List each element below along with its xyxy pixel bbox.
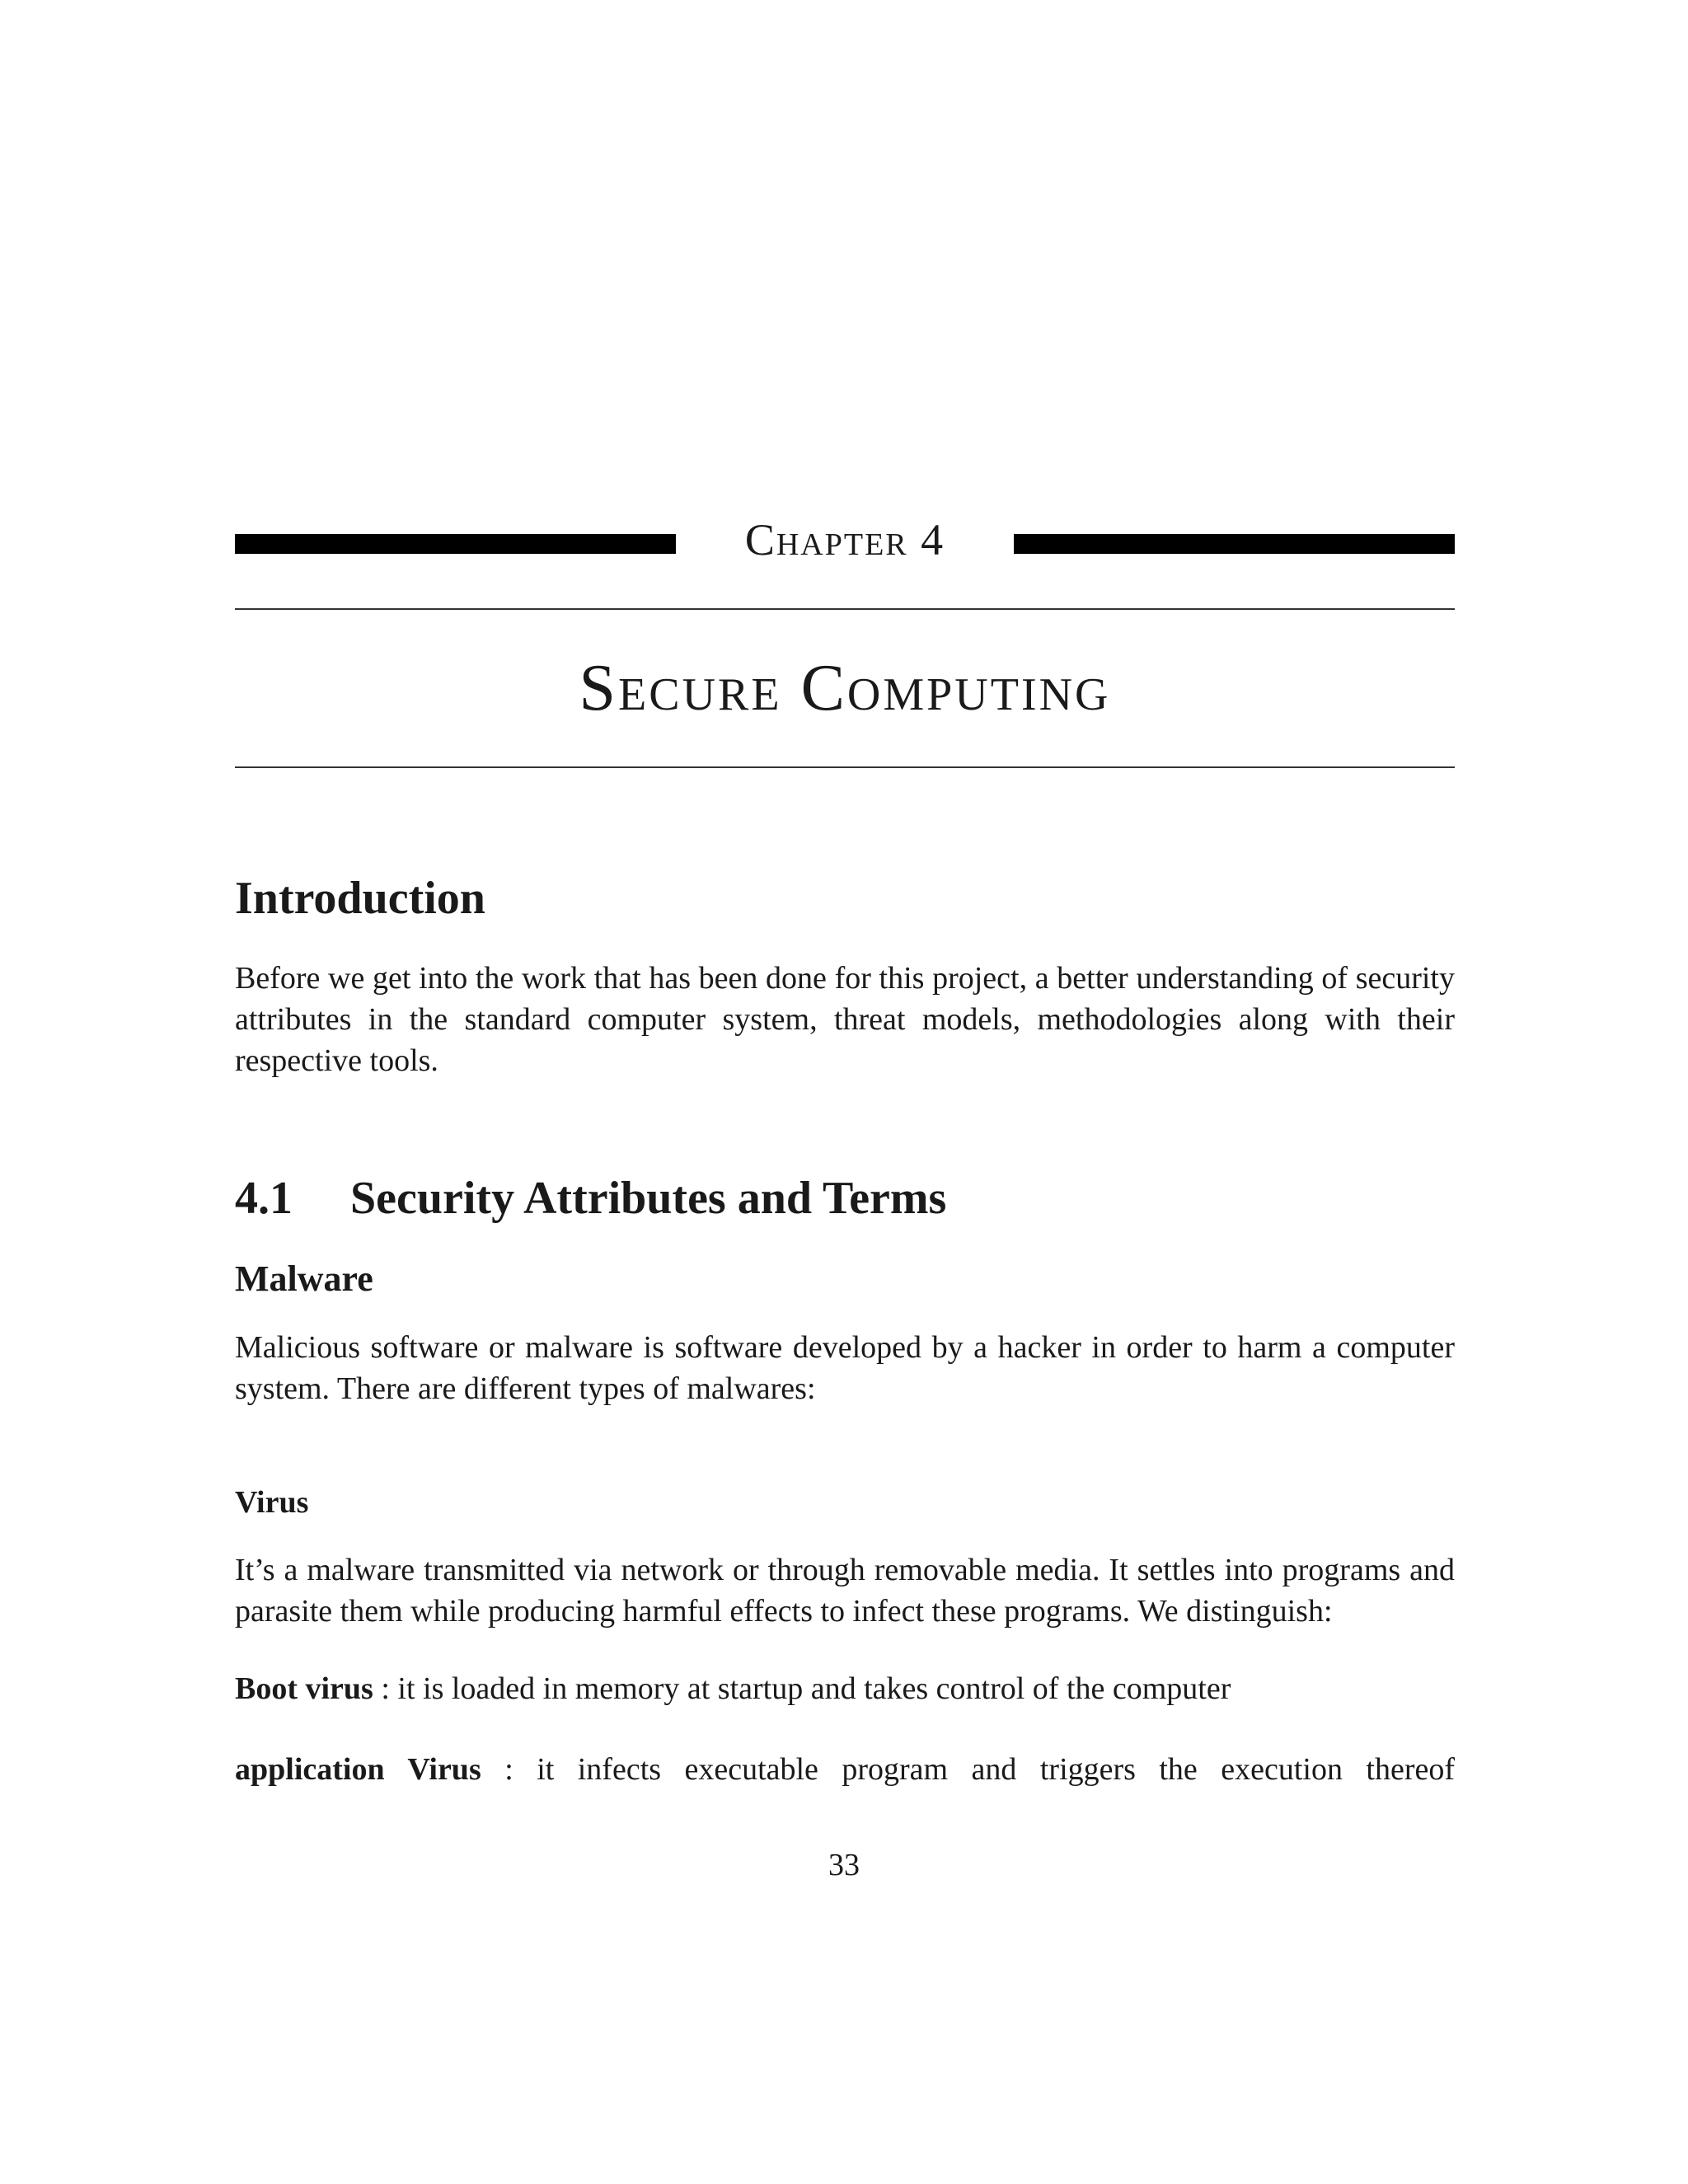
introduction-paragraph: Before we get into the work that has been done for this project, a better understanding of security attributes in the standard computer system, threat models, methodologies along with their respective tools. — [235, 961, 1455, 1078]
malware-paragraph: Malicious software or malware is software developed by a hacker in order to harm a computer system. There are different types of malwares: — [235, 1330, 1455, 1406]
section-title: Security Attributes and Terms — [350, 1173, 947, 1224]
section-heading — [235, 1165, 1455, 1231]
chapter-label: Chapter 4 — [744, 515, 945, 565]
virus-heading: Virus — [235, 1485, 309, 1520]
section-number: 4.1 — [235, 1173, 293, 1224]
chapter-header — [235, 503, 1455, 577]
chapter-rule-right — [1014, 534, 1455, 554]
chapter-rule-left — [235, 534, 676, 554]
page-content — [235, 857, 1455, 1790]
page-number: 33 — [828, 1848, 860, 1882]
malware-heading: Malware — [235, 1258, 373, 1299]
chapter-title: Secure Computing — [579, 652, 1111, 724]
term-label: application Virus — [235, 1752, 481, 1787]
term-label: Boot virus — [235, 1671, 373, 1706]
term-definition: : it infects executable program and triggers the execution thereof — [504, 1752, 1455, 1787]
title-rule-top — [235, 608, 1455, 610]
title-rule-bottom — [235, 766, 1455, 768]
term-definition: : it is loaded in memory at startup and takes control of the computer — [381, 1671, 1231, 1706]
introduction-heading: Introduction — [235, 873, 485, 924]
term-application-virus — [235, 1749, 1455, 1790]
virus-paragraph: It’s a malware transmitted via network or through removable media. It settles into programs and parasite them while producing harmful effects to infect these programs. We distinguish: — [235, 1553, 1455, 1629]
term-boot-virus — [235, 1668, 1455, 1709]
